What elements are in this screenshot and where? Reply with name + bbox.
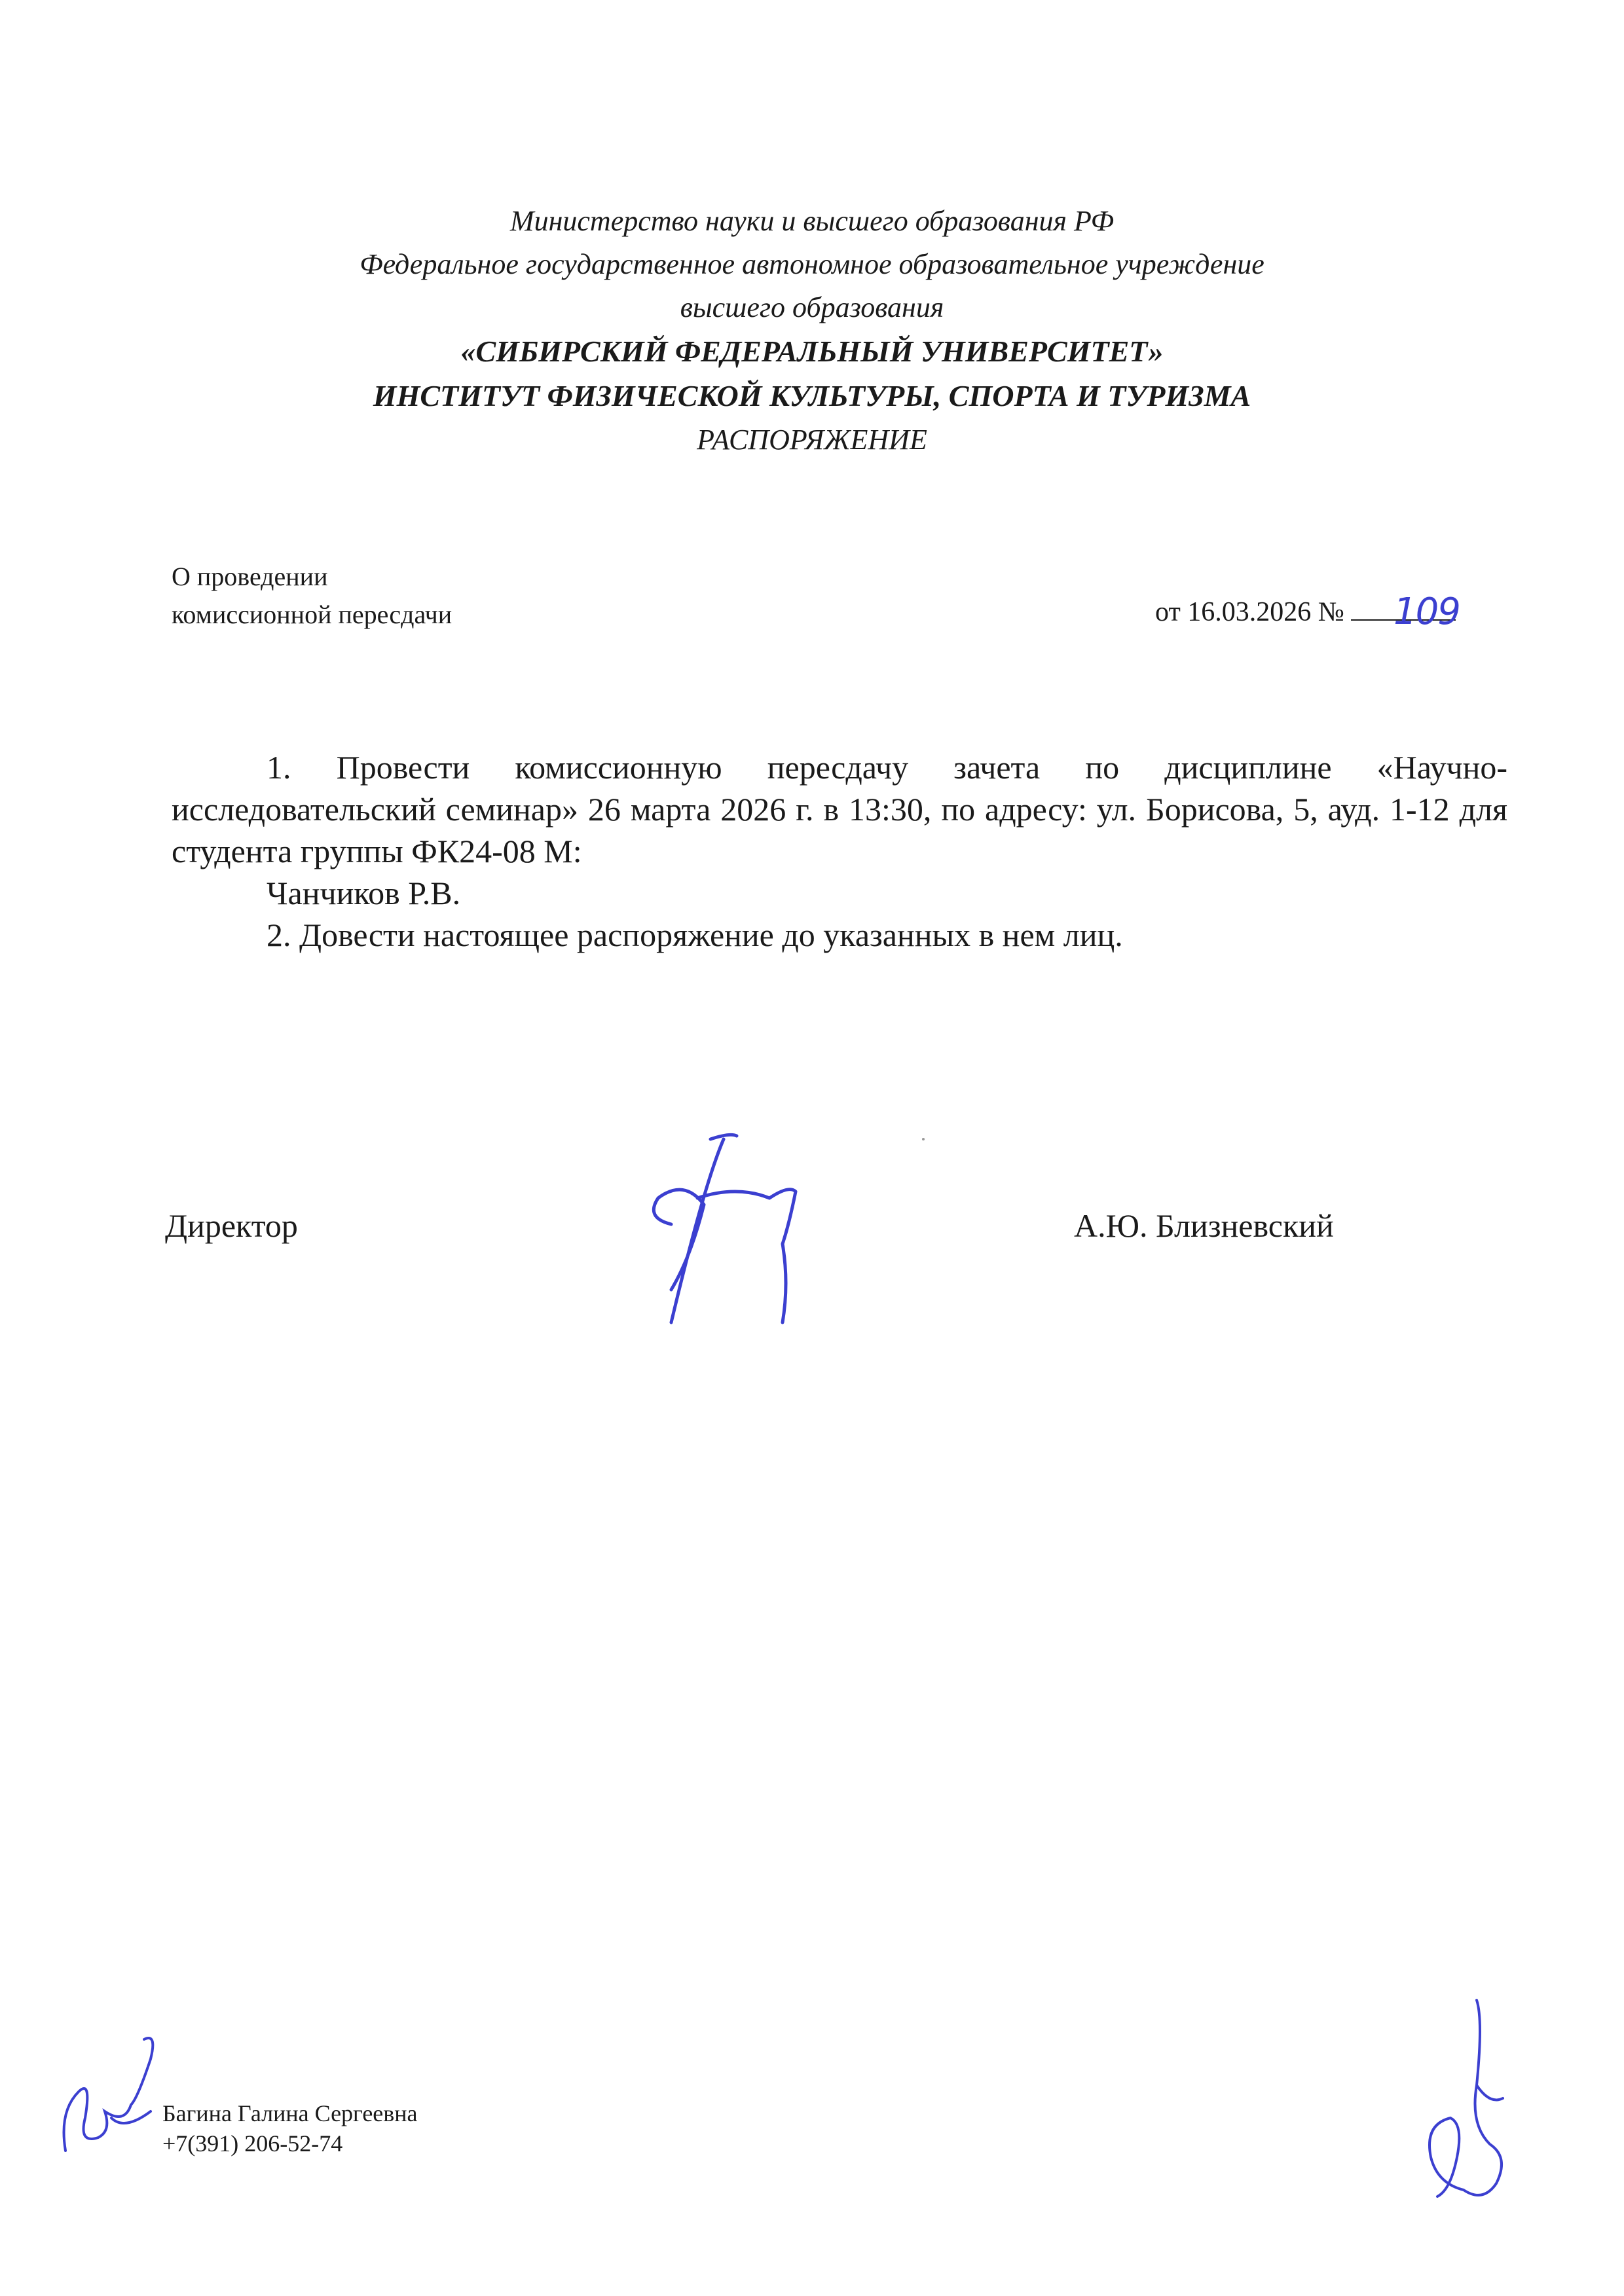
handwritten-document-number: 109 [1393,591,1460,633]
education-level-line: высшего образования [680,291,944,323]
approval-initials-icon [1411,1994,1522,2210]
document-header [0,200,1624,462]
executor-name: Багина Галина Сергеевна [162,2100,418,2126]
signatory-name: А.Ю. Близневский [1074,1207,1334,1244]
institute-name: ИНСТИТУТ ФИЗИЧЕСКОЙ КУЛЬТУРЫ, СПОРТА И ТУРИЗМА [373,379,1251,412]
body-item-1: 1. Провести комиссионную пересдачу зачета по дисциплине «Научно-исследовательский семинар» 26 марта 2026 г. в 13:30, по адресу: ул. Борисова, 5, ауд. 1-12 для студента группы ФК24-08 М: [172,749,1507,869]
subject-line-1: О проведении [172,562,328,591]
ministry-line: Министерство науки и высшего образования РФ [509,205,1115,237]
signatory-position: Директор [165,1207,298,1244]
subject-line-2: комиссионной пересдачи [172,600,452,629]
student-name: Чанчиков Р.В. [267,875,461,911]
institution-type-line: Федеральное государственное автономное образовательное учреждение [360,248,1264,280]
body-item-2: 2. Довести настоящее распоряжение до указанных в нем лиц. [267,917,1123,953]
executor-signature-icon [52,2020,170,2164]
document-subject [172,558,452,634]
executor-info [162,2098,418,2159]
director-signature-icon [632,1126,828,1336]
date-prefix: от 16.03.2026 № [1155,597,1344,627]
document-body [172,746,1507,956]
document-type: РАСПОРЯЖЕНИЕ [697,424,927,456]
scan-speck [922,1138,925,1140]
university-name: «СИБИРСКИЙ ФЕДЕРАЛЬНЫЙ УНИВЕРСИТЕТ» [460,335,1164,368]
executor-phone: +7(391) 206-52-74 [162,2130,343,2157]
